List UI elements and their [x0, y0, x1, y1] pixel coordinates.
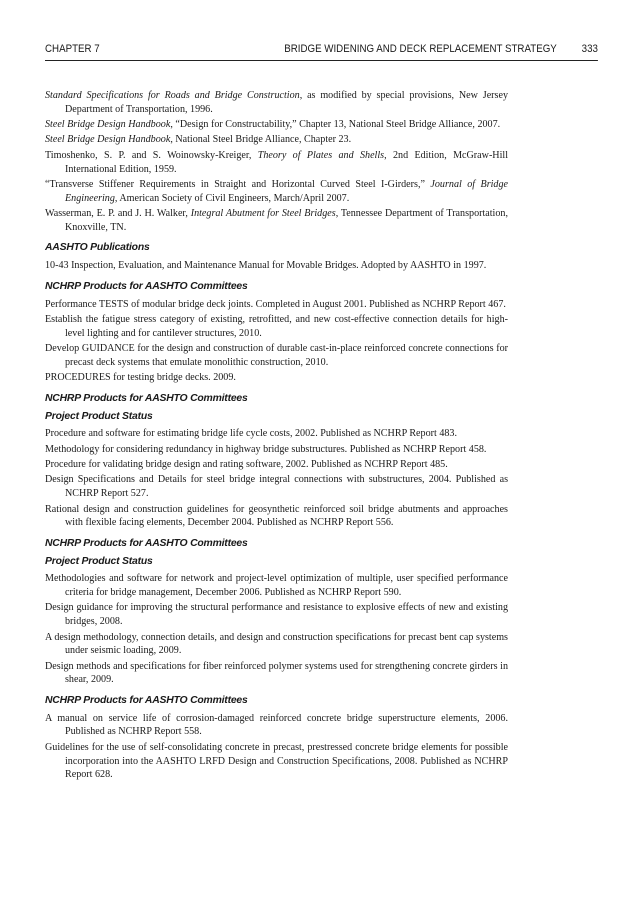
list-item: Rational design and construction guidelines for geosynthetic reinforced soil bridge abutments and approaches with flexible facing elements, December 2004. Published as NCHRP Report 556.	[45, 503, 508, 529]
reference-text: , Tennessee Department of Transportation, Knoxville, TN.	[65, 208, 508, 233]
section-subheading: Project Product Status	[45, 410, 153, 422]
list-item: Procedure and software for estimating bridge life cycle costs, 2002. Published as NCHRP Report 483.	[45, 428, 457, 440]
reference-item	[45, 178, 508, 205]
reference-list	[45, 89, 508, 234]
list-item: PROCEDURES for testing bridge decks. 2009.	[45, 372, 236, 384]
reference-text: , National Steel Bridge Alliance, Chapter 23.	[170, 134, 352, 146]
list-item: Design methods and specifications for fiber reinforced polymer systems used for strengthening concrete girders in shear, 2009.	[45, 660, 508, 686]
list-item: A design methodology, connection details, and design and construction specifications for precast bent cap systems under seismic loading, 2009.	[45, 631, 508, 657]
reference-item	[45, 149, 508, 176]
section-subheading: Project Product Status	[45, 555, 153, 567]
list-item: Performance TESTS of modular bridge deck joints. Completed in August 2001. Published as NCHRP Report 467.	[45, 298, 506, 310]
section-heading-nchrp: NCHRP Products for AASHTO Committees	[45, 537, 248, 549]
chapter-label: CHAPTER 7	[45, 43, 100, 55]
reference-author: “Transverse Stiffener Requirements in Straight and Horizontal Curved Steel I-Girders,”	[45, 178, 431, 190]
reference-text: , “Design for Constructability,” Chapter 13, National Steel Bridge Alliance, 2007.	[170, 119, 501, 131]
list-item: Methodology for considering redundancy in highway bridge substructures. Published as NCHRP Report 458.	[45, 443, 487, 455]
reference-title: Steel Bridge Design Handbook	[45, 119, 171, 131]
list-item: Guidelines for the use of self-consolidating concrete in precast, prestressed concrete bridge elements for possible incorporation into the AASHTO LRFD Design and Construction Specifications, 2008. Published as NCHRP Report 628.	[45, 741, 508, 781]
running-header	[45, 40, 598, 61]
section-heading-nchrp: NCHRP Products for AASHTO Committees	[45, 392, 248, 404]
reference-author: Timoshenko, S. P. and S. Woinowsky-Kreiger,	[45, 149, 258, 161]
list-item: Design guidance for improving the structural performance and resistance to explosive effects of new and existing bridges, 2008.	[45, 602, 508, 628]
chapter-title: BRIDGE WIDENING AND DECK REPLACEMENT STRATEGY	[284, 43, 557, 55]
reference-title: Journal of Bridge Engineering	[65, 178, 508, 204]
section-heading-aashto: AASHTO Publications	[45, 242, 150, 254]
reference-text: , 2nd Edition, McGraw-Hill International Edition, 1959.	[65, 149, 509, 175]
reference-item	[45, 207, 508, 234]
section-heading-nchrp: NCHRP Products for AASHTO Committees	[45, 280, 248, 292]
reference-title: Integral Abutment for Steel Bridges	[190, 208, 336, 220]
page-number: 333	[581, 43, 598, 55]
section-heading-nchrp: NCHRP Products for AASHTO Committees	[45, 695, 248, 707]
list-item: 10-43 Inspection, Evaluation, and Maintenance Manual for Movable Bridges. Adopted by AASHTO in 1997.	[45, 260, 487, 272]
reference-author: Wasserman, E. P. and J. H. Walker,	[45, 208, 191, 220]
reference-text: , as modified by special provisions, New Jersey Department of Transportation, 1996.	[65, 90, 508, 115]
reference-item	[45, 118, 508, 132]
list-item: Establish the fatigue stress category of existing, retrofitted, and new cost-effective connection details for high-level lighting and for cantilever structures, 2010.	[45, 313, 508, 339]
list-item: Procedure for validating bridge design and rating software, 2002. Published as NCHRP Report 485.	[45, 459, 448, 471]
reference-title: Theory of Plates and Shells	[257, 149, 385, 161]
page-body	[45, 89, 508, 784]
reference-title: Standard Specifications for Roads and Bridge Construction	[45, 90, 300, 101]
list-item: Methodologies and software for network and project-level optimization of multiple, user specified performance criteria for bridge management, December 2006. Published as NCHRP Report 590.	[45, 573, 508, 599]
list-item: A manual on service life of corrosion-damaged reinforced concrete bridge superstructure elements, 2006. Published as NCHRP Report 558.	[45, 712, 508, 738]
reference-item	[45, 133, 508, 147]
reference-item	[45, 89, 508, 116]
reference-text: , American Society of Civil Engineers, March/April 2007.	[114, 192, 350, 204]
list-item: Develop GUIDANCE for the design and construction of durable cast-in-place reinforced concrete connections for precast deck systems that emulate monolithic construction, 2010.	[45, 343, 508, 368]
list-item: Design Specifications and Details for steel bridge integral connections with substructures, 2004. Published as NCHRP Report 527.	[45, 474, 508, 500]
reference-title: Steel Bridge Design Handbook	[45, 134, 171, 146]
